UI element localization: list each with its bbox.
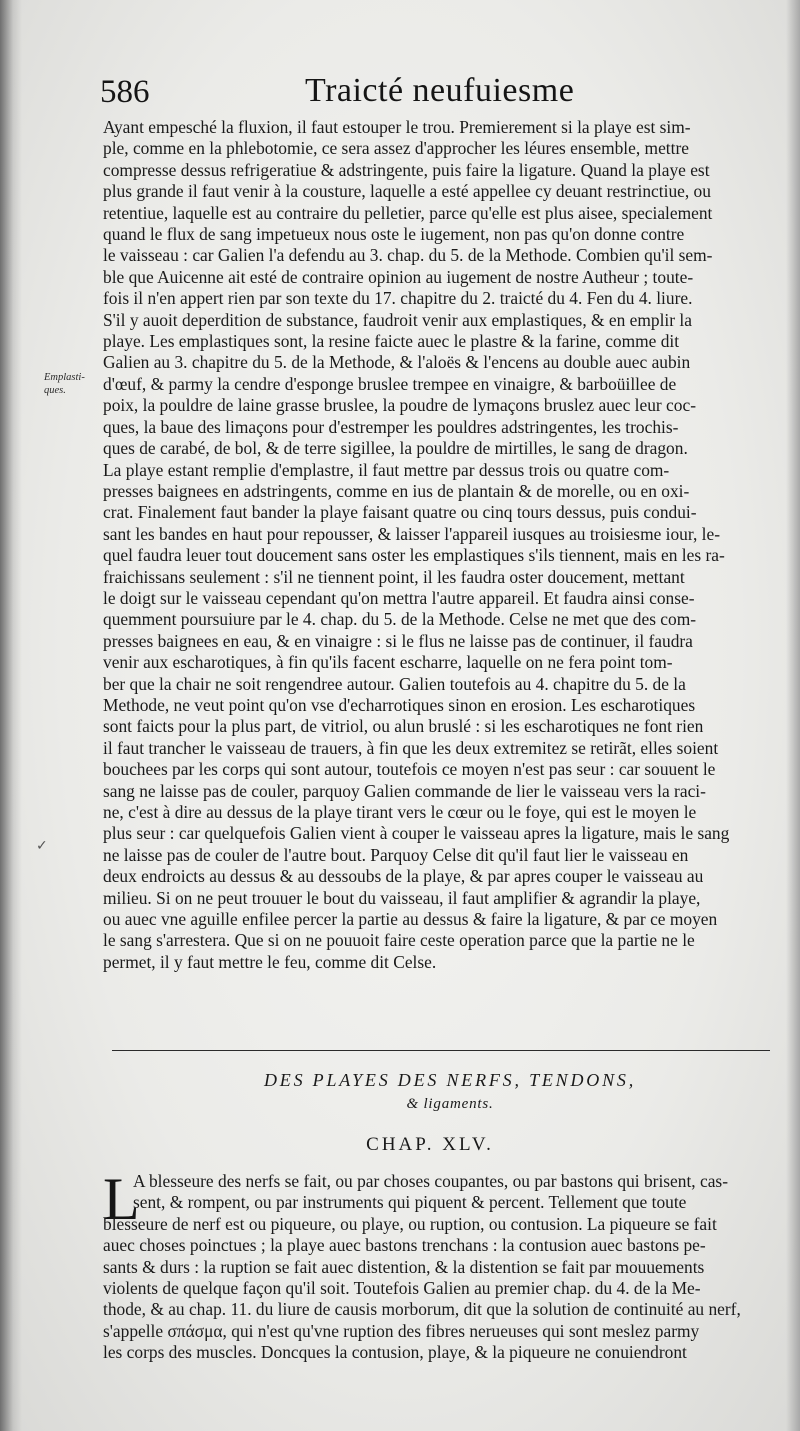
text-line: ple, comme en la phlebotomie, ce sera assez d'approcher les léures ensemble, mettre bbox=[103, 138, 689, 159]
page-number: 586 bbox=[100, 74, 150, 110]
text-line: sont faicts pour la plus part, de vitriol, ou alun bruslé : si les escharotiques ne font rien bbox=[103, 716, 704, 737]
chapter-text-line: les corps des muscles. Doncques la contusion, playe, & la piqueure ne conuiendront bbox=[103, 1342, 687, 1363]
running-title: Traicté neufuiesme bbox=[305, 72, 575, 109]
text-line: Galien au 3. chapitre du 5. de la Methode, & l'aloës & l'encens au double auec aubin bbox=[103, 352, 691, 373]
chapter-text-line: violents de quelque façon qu'il soit. Toutefois Galien au premier chap. du 4. de la Me- bbox=[103, 1278, 701, 1299]
text-line: presses baignees en eau, & en vinaigre : si le flus ne laisse pas de continuer, il faudra bbox=[103, 630, 693, 651]
text-line: sant les bandes en haut pour repousser, & laisser l'appareil iusques au troisiesme iour, le- bbox=[103, 523, 721, 544]
text-line: d'œuf, & parmy la cendre d'esponge brusleе trempee en vinaigre, & barboüillee de bbox=[103, 373, 677, 394]
page-edge-shadow bbox=[786, 0, 800, 1431]
drop-cap-initial: L bbox=[103, 1166, 140, 1232]
section-heading-title: DES PLAYES DES NERFS, TENDONS, bbox=[263, 1070, 636, 1090]
chapter-text-line: A blesseure des nerfs se fait, ou par choses coupantes, ou par bastons qui brisent, cas- bbox=[133, 1171, 728, 1191]
section-heading-subtitle: & ligaments. bbox=[406, 1096, 494, 1112]
text-line: milieu. Si on ne peut trouuer le bout du vaisseau, il faut amplifier & agrandir la playe, bbox=[103, 887, 701, 908]
chapter-text-line: auec choses poinctues ; la playe auec bastons trenchans : la contusion auec bastons pe- bbox=[103, 1235, 706, 1256]
page-header bbox=[100, 72, 740, 122]
text-line: compresse dessus refrigeratiue & adstringente, puis faire la ligature. Quand la playe est bbox=[103, 159, 710, 180]
text-line: il faut trancher le vaisseau de trauers, à fin que les deux extremitez se retirãt, elles soient bbox=[103, 737, 719, 758]
text-line: ou auec vne aguille enfilee percer la partie au dessus & faire la ligature, & par ce moyen bbox=[103, 909, 718, 930]
text-line: venir aux escharotiques, à fin qu'ils facent escharre, laquelle on ne fera point tom- bbox=[103, 652, 673, 673]
section-divider-rule bbox=[112, 1050, 770, 1051]
chapter-text-line: thode, & au chap. 11. du liure de causis morborum, dit que la solution de continuité au nerf, bbox=[103, 1299, 741, 1320]
text-line: bouchees par les corps qui sont autour, toutefois ce moyen n'est pas seur : car souuent le bbox=[103, 759, 716, 780]
text-line: le doigt sur le vaisseau cependant qu'on mettra l'autre appareil. Et faudra ainsi conse- bbox=[103, 587, 695, 608]
text-line: fois il n'en appert rien par son texte du 17. chapitre du 2. traicté du 4. Fen du 4. liure. bbox=[103, 288, 693, 309]
text-line: deux endroicts au dessus & au dessoubs de la playe, & par apres couper le vaisseau au bbox=[103, 866, 704, 887]
text-line: playe. Les emplastiques sont, la resine faicte auec le plastre & la farine, comme dit bbox=[103, 331, 680, 352]
text-line: S'il y auoit deperdition de substance, faudroit venir aux emplastiques, & en emplir la bbox=[103, 309, 692, 330]
chapter-text-line: s'appelle σπάσμα, qui n'est qu'vne ruption des fibres nerueuses qui sont meslez parmy bbox=[103, 1320, 700, 1341]
text-line: fraichissans seulement : s'il ne tiennent point, il les faudra oster doucement, mettant bbox=[103, 566, 685, 587]
text-line: ber que la chair ne soit rengendree autour. Galien toutefois au 4. chapitre du 5. de la bbox=[103, 673, 686, 694]
text-line: retentiue, laquelle est au contraire du pelletier, parce qu'elle est plus aisee, specialement bbox=[103, 202, 713, 223]
section-heading bbox=[170, 1068, 730, 1116]
text-line: ble que Auicenne ait esté de contraire opinion au iugement de nostre Autheur ; toute- bbox=[103, 266, 694, 287]
text-line: plus grande il faut venir à la cousture, laquelle a esté appellee cy deuant restrinctiue, ou bbox=[103, 181, 711, 202]
text-line: ne, c'est à dire au dessus de la playe tirant vers le cœur ou le foye, qui est le moyen le bbox=[103, 802, 697, 822]
chapter-text-block bbox=[103, 1166, 758, 1364]
text-line: ne laisse pas de couler de l'autre bout. Parquoy Celse dit qu'il faut lier le vaisseau en bbox=[103, 844, 689, 865]
text-line: le vaisseau : car Galien l'a defendu au 3. chap. du 5. de la Methode. Combien qu'il sem- bbox=[103, 245, 713, 266]
text-line: quemment poursuiure par le 4. chap. du 5. de la Methode. Celse ne met que des com- bbox=[103, 609, 697, 630]
text-line: quel faudra leuer tout doucement sans oster les emplastiques s'ils tiennent, mais en les ra- bbox=[103, 545, 725, 566]
text-line: plus seur : car quelquefois Galien vient à couper le vaisseau apres la ligature, mais le sang bbox=[103, 823, 730, 844]
text-line: La playe estant remplie d'emplastre, il faut mettre par dessus trois ou quatre com- bbox=[103, 459, 670, 480]
text-line: Ayant empesché la fluxion, il faut estouper le trou. Premierement si la playe est sim- bbox=[103, 117, 691, 137]
margin-note: Emplasti-ques. bbox=[44, 372, 85, 396]
chapter-heading: CHAP. XLV. bbox=[366, 1134, 494, 1155]
text-line: ques de carabé, de bol, & de terre sigillee, la pouldre de mirtilles, le sang de dragon. bbox=[103, 438, 688, 459]
text-line: Methode, ne veut point qu'on vse d'echarrotiques sinon en erosion. Les escharotiques bbox=[103, 694, 696, 715]
chapter-text-line: sent, & rompent, ou par instruments qui piquent & percent. Tellement que toute bbox=[133, 1192, 687, 1213]
text-line: poix, la pouldre de laine grasse bruslee, la poudre de lymaçons bruslez auec leur coc- bbox=[103, 395, 696, 416]
text-line: permet, il y faut mettre le feu, comme dit Celse. bbox=[103, 951, 437, 972]
ink-speck-mark: ✓ bbox=[36, 838, 48, 854]
text-line: presses baignees en adstringents, comme en ius de plantain & de morelle, ou en oxi- bbox=[103, 480, 690, 501]
text-line: ques, la baue des limaçons pour d'estremper les pouldres adstringentes, les trochis- bbox=[103, 416, 679, 437]
chapter-text-line: blesseure de nerf est ou piqueure, ou playe, ou ruption, ou contusion. La piqueure se fait bbox=[103, 1213, 717, 1234]
binding-shadow bbox=[0, 0, 22, 1431]
text-line: crat. Finalement faut bander la playe faisant quatre ou cinq tours dessus, puis condui- bbox=[103, 502, 697, 523]
text-line: le sang s'arrestera. Que si on ne pouuoit faire ceste operation parce que la partie ne le bbox=[103, 930, 695, 951]
text-line: sang ne laisse pas de couler, parquoy Galien commande de lier le vaisseau vers la raci- bbox=[103, 780, 706, 801]
main-text-block bbox=[103, 117, 758, 973]
chapter-text-line: sants & durs : la ruption se fait auec distention, & la distention se fait par mouuements bbox=[103, 1256, 705, 1277]
text-line: quand le flux de sang impetueux nous oste le iugement, non pas qu'on donne contre bbox=[103, 224, 685, 245]
